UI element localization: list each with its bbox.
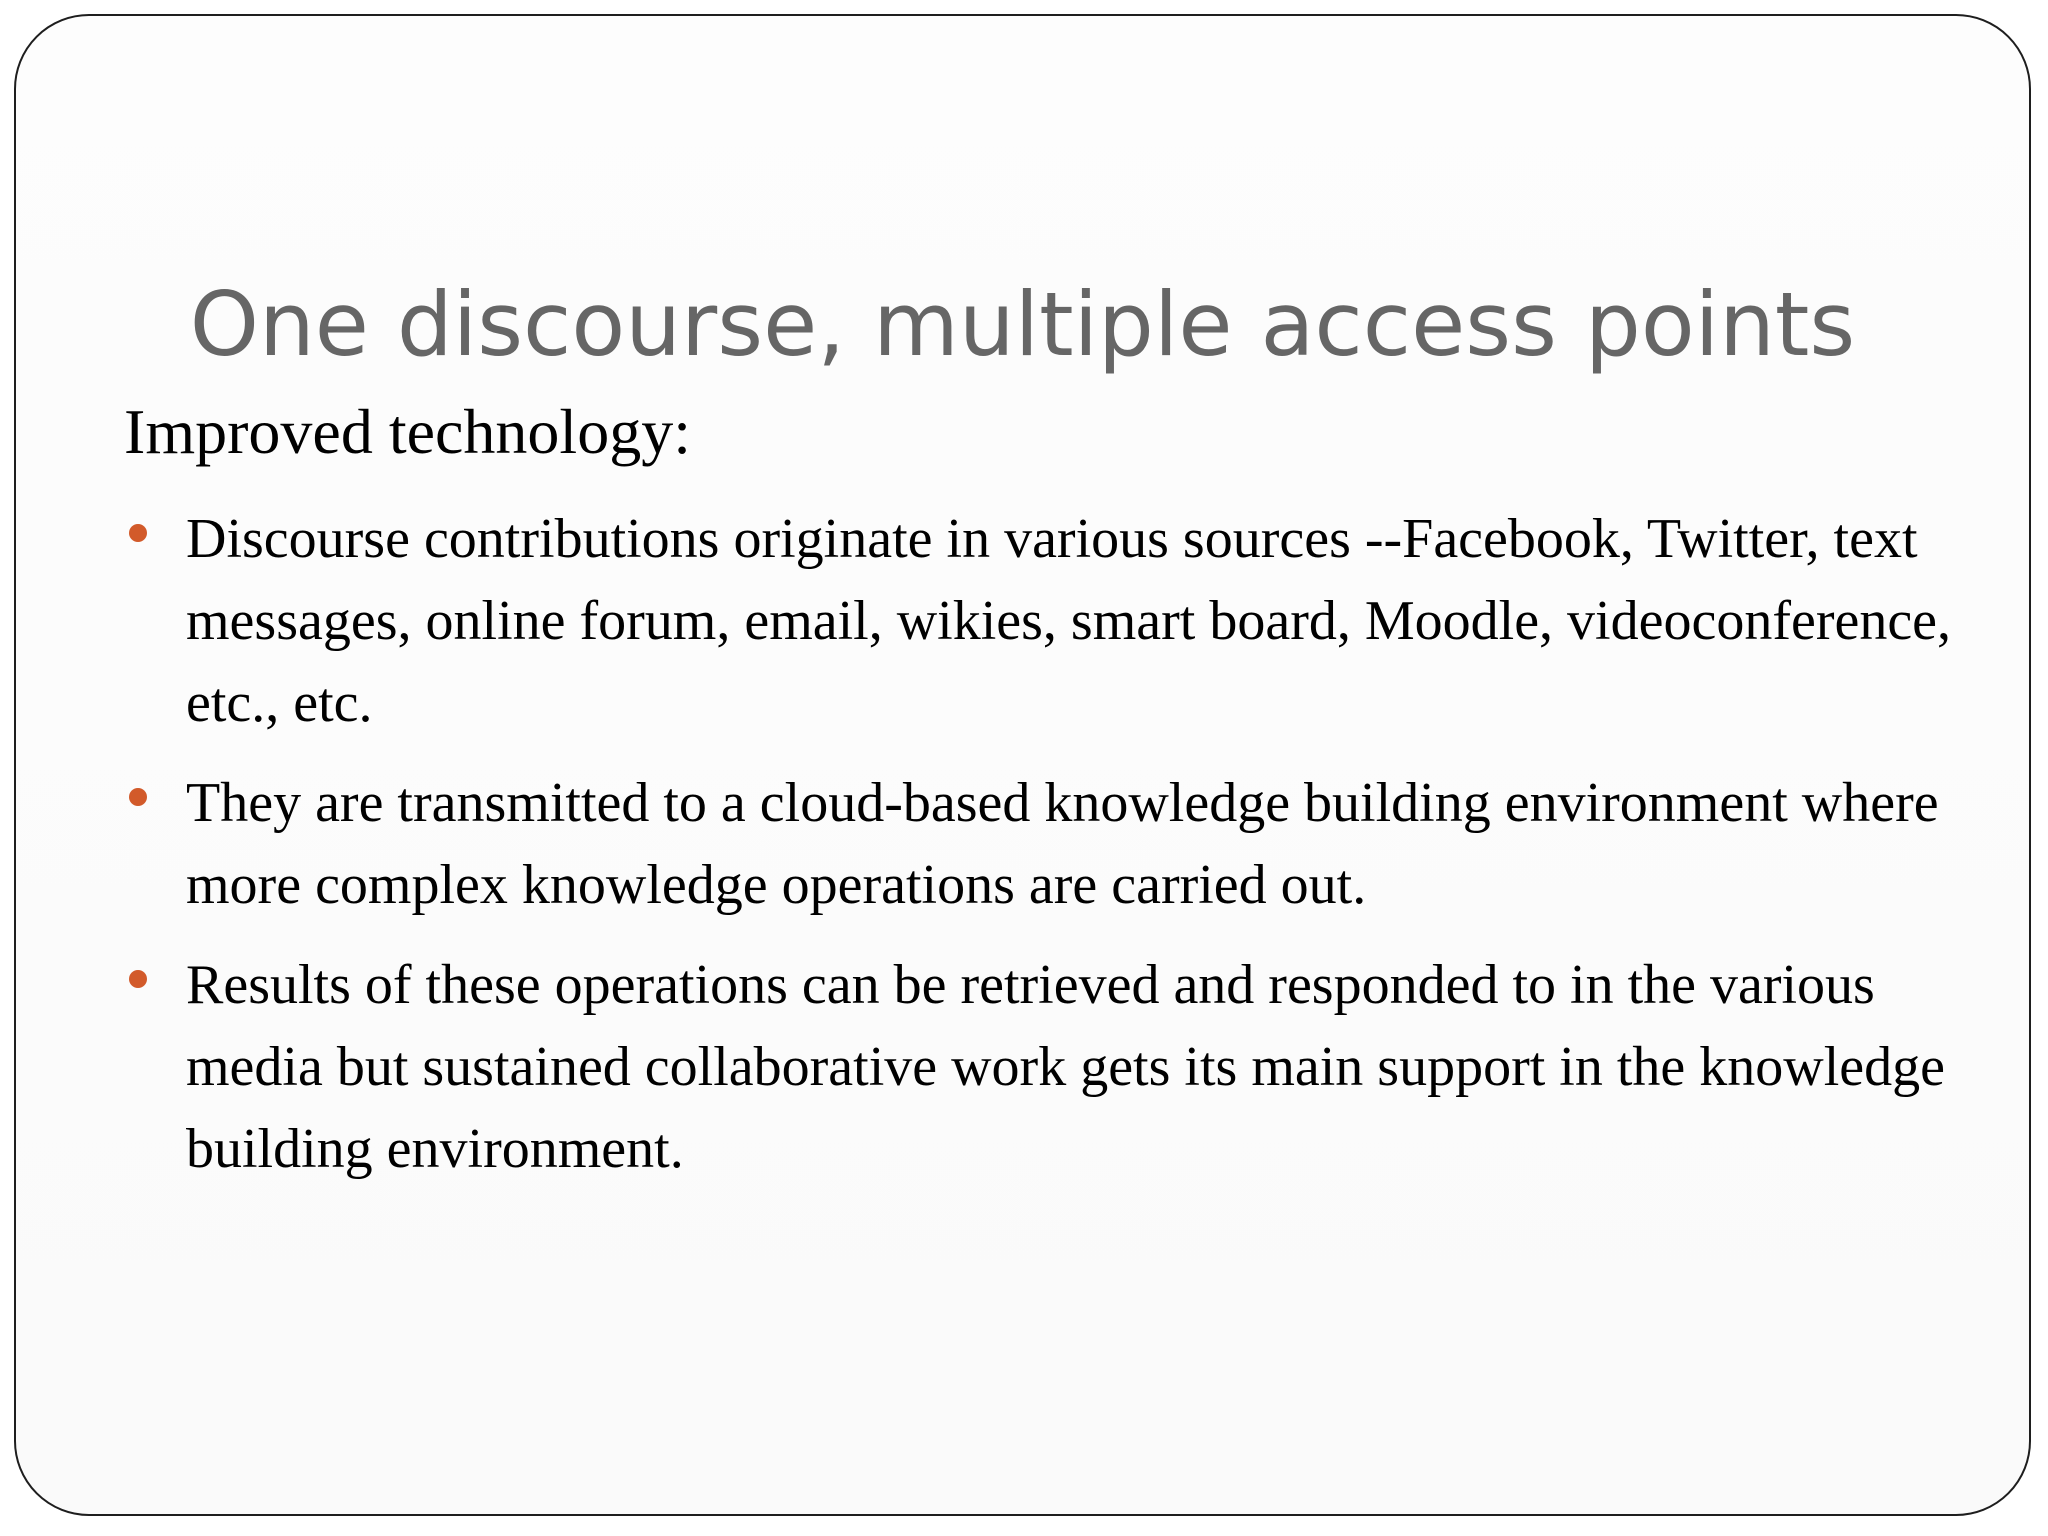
bullet-item [124, 762, 1984, 926]
slide [14, 14, 2031, 1516]
bullet-text: Discourse contributions originate in various sources --Facebook, Twitter, text messages, online forum, email, wikies, smart board, Moodle, videoconference, etc., etc. [186, 508, 1952, 734]
slide-subheading: Improved technology: [124, 396, 691, 467]
bullet-dot-icon [129, 524, 147, 542]
bullet-dot-icon [129, 788, 147, 806]
bullet-text: Results of these operations can be retrieved and responded to in the various media but sustained collaborative work gets its main support in the knowledge building environment. [186, 954, 1945, 1180]
bullet-item [124, 498, 1984, 744]
bullet-item [124, 944, 1984, 1190]
bullet-dot-icon [129, 970, 147, 988]
slide-title: One discourse, multiple access points [189, 273, 1856, 376]
bullet-text: They are transmitted to a cloud-based knowledge building environment where more complex knowledge operations are carried out. [186, 772, 1939, 916]
bullet-list [124, 498, 1984, 1208]
